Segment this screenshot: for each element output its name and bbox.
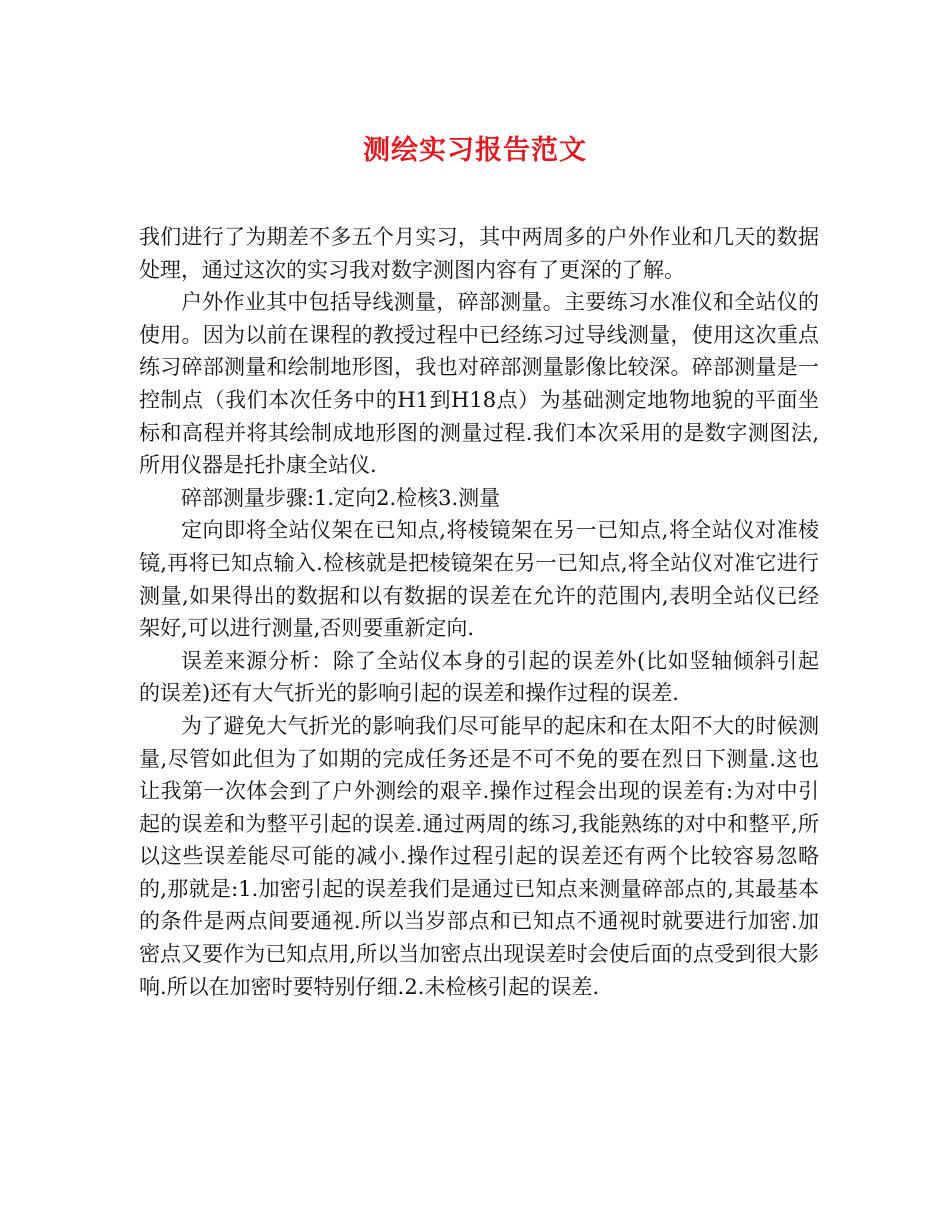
paragraph-error-sources: 误差来源分析：除了全站仪本身的引起的误差外(比如竖轴倾斜引起的误差)还有大气折光的影响引起的误差和操作过程的误差. xyxy=(139,648,819,706)
document-body xyxy=(139,221,819,1003)
paragraph-survey-steps: 碎部测量步骤:1.定向2.检核3.测量 xyxy=(181,485,501,510)
paragraph-intro: 我们进行了为期差不多五个月实习，其中两周多的户外作业和几天的数据处理，通过这次的实习我对数字测图内容有了更深的了解。 xyxy=(139,225,819,282)
document-title: 测绘实习报告范文 xyxy=(363,135,587,166)
paragraph-field-work: 户外作业其中包括导线测量，碎部测量。主要练习水准仪和全站仪的使用。因为以前在课程的教授过程中已经练习过导线测量，使用这次重点练习碎部测量和绘制地形图，我也对碎部测量影像比较深。碎部测量是一控制点（我们本次任务中的H1到H18点）为基础测定地物地貌的平面坐标和高程并将其绘制成地形图的测量过程.我们本次采用的是数字测图法,所用仪器是托扑康全站仪. xyxy=(139,290,819,478)
paragraph-error-details: 为了避免大气折光的影响我们尽可能早的起床和在太阳不大的时候测量,尽管如此但为了如期的完成任务还是不可不免的要在烈日下测量.这也让我第一次体会到了户外测绘的艰辛.操作过程会出现的误差有:为对中引起的误差和为整平引起的误差.通过两周的练习,我能熟练的对中和整平,所以这些误差能尽可能的减小.操作过程引起的误差还有两个比较容易忽略的,那就是:1.加密引起的误差我们是通过已知点来测量碎部点的,其最基本的条件是两点间要通视.所以当岁部点和已知点不通视时就要进行加密.加密点又要作为已知点用,所以当加密点出现误差时会使后面的点受到很大影响.所以在加密时要特别仔细.2.未检核引起的误差. xyxy=(139,713,819,999)
paragraph-orientation: 定向即将全站仪架在已知点,将棱镜架在另一已知点,将全站仪对准棱镜,再将已知点输入.检核就是把棱镜架在另一已知点,将全站仪对准它进行测量,如果得出的数据和以有数据的误差在允许的范围内,表明全站仪已经架好,可以进行测量,否则要重新定向. xyxy=(139,518,819,641)
